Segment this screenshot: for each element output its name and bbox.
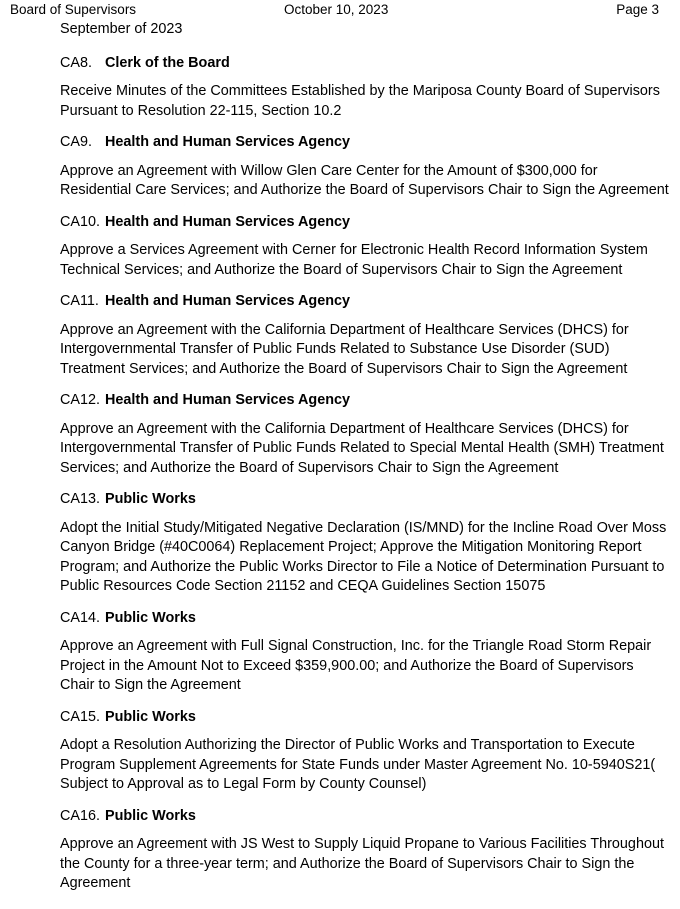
item-department: Public Works	[105, 708, 196, 725]
item-description: Approve a Services Agreement with Cerner for Electronic Health Record Information System Technical Services; and Authorize the Board of Supervisors Chair to Sign the Agreement	[60, 242, 648, 278]
carryover-text: September of 2023	[60, 21, 183, 37]
item-department: Health and Human Services Agency	[105, 392, 350, 408]
item-department: Public Works	[105, 807, 196, 824]
agenda-item	[60, 133, 670, 201]
item-department: Health and Human Services Agency	[105, 293, 350, 309]
agenda-item	[60, 807, 670, 894]
item-description: Approve an Agreement with the California Department of Healthcare Services (DHCS) for Intergovernmental Transfer of Public Funds Related to Special Mental Health (SMH) Treatment Services; and Authorize the Board of Supervisors Chair to Sign the Agreement	[60, 420, 664, 476]
agenda-item	[60, 391, 670, 478]
item-description: Adopt a Resolution Authorizing the Director of Public Works and Transportation to Execute Program Supplement Agreements for State Funds under Master Agreement No. 10-5940S21( Subject to Approval as to Legal Form by County Counsel)	[60, 737, 656, 792]
agenda-content	[60, 20, 670, 906]
item-description: Approve an Agreement with Full Signal Construction, Inc. for the Triangle Road Storm Repair Project in the Amount Not to Exceed $359,900.00; and Authorize the Board of Supervisors Chair to Sign the Agreement	[60, 638, 652, 693]
item-department: Public Works	[105, 491, 196, 507]
item-number: CA9.	[60, 134, 92, 150]
agenda-item	[60, 54, 670, 122]
item-department: Public Works	[105, 609, 196, 626]
item-heading	[60, 609, 670, 629]
item-department: Health and Human Services Agency	[105, 213, 350, 230]
item-heading	[60, 391, 670, 411]
item-description: Receive Minutes of the Committees Established by the Mariposa County Board of Supervisors Pursuant to Resolution 22-115, Section 10.2	[60, 83, 660, 119]
item-description: Approve an Agreement with the California Department of Healthcare Services (DHCS) for Intergovernmental Transfer of Public Funds Related to Substance Use Disorder (SUD) Treatment Services; and Authorize the Board of Supervisors Chair to Sign the Agreement	[60, 321, 629, 377]
agenda-item	[60, 708, 670, 795]
agenda-item	[60, 609, 670, 696]
item-heading	[60, 133, 670, 153]
agenda-item	[60, 292, 670, 379]
page-header	[0, 0, 680, 18]
item-department: Health and Human Services Agency	[105, 134, 350, 150]
item-number: CA13.	[60, 491, 100, 507]
item-heading	[60, 807, 670, 827]
item-description: Approve an Agreement with Willow Glen Care Center for the Amount of $300,000 for Residential Care Services; and Authorize the Board of Supervisors Chair to Sign the Agreement	[60, 162, 669, 198]
item-number: CA15.	[60, 708, 100, 725]
item-number: CA11.	[60, 293, 99, 309]
item-number: CA16.	[60, 807, 100, 824]
item-number: CA8.	[60, 54, 92, 71]
item-description: Adopt the Initial Study/Mitigated Negative Declaration (IS/MND) for the Incline Road Over Moss Canyon Bridge (#40C0064) Replacement Project; Approve the Mitigation Monitoring Report Program; and Authorize the Public Works Director to File a Notice of Determination Pursuant to Public Resources Code Section 21152 and CEQA Guidelines Section 15075	[60, 519, 667, 594]
item-heading	[60, 54, 670, 74]
header-board-name: Board of Supervisors	[10, 2, 137, 17]
agenda-item	[60, 490, 670, 597]
header-page-number: Page 3	[616, 2, 659, 17]
header-date: October 10, 2023	[284, 2, 389, 17]
item-heading	[60, 213, 670, 233]
item-department: Clerk of the Board	[105, 54, 230, 71]
item-number: CA10.	[60, 213, 100, 230]
item-number: CA14.	[60, 609, 100, 626]
item-number: CA12.	[60, 392, 100, 408]
item-heading	[60, 292, 670, 312]
item-heading	[60, 708, 670, 728]
item-description: Approve an Agreement with JS West to Supply Liquid Propane to Various Facilities Throughout the County for a three-year term; and Authorize the Board of Supervisors Chair to Sign the Agreement	[60, 836, 664, 891]
agenda-item	[60, 213, 670, 281]
item-heading	[60, 490, 670, 510]
